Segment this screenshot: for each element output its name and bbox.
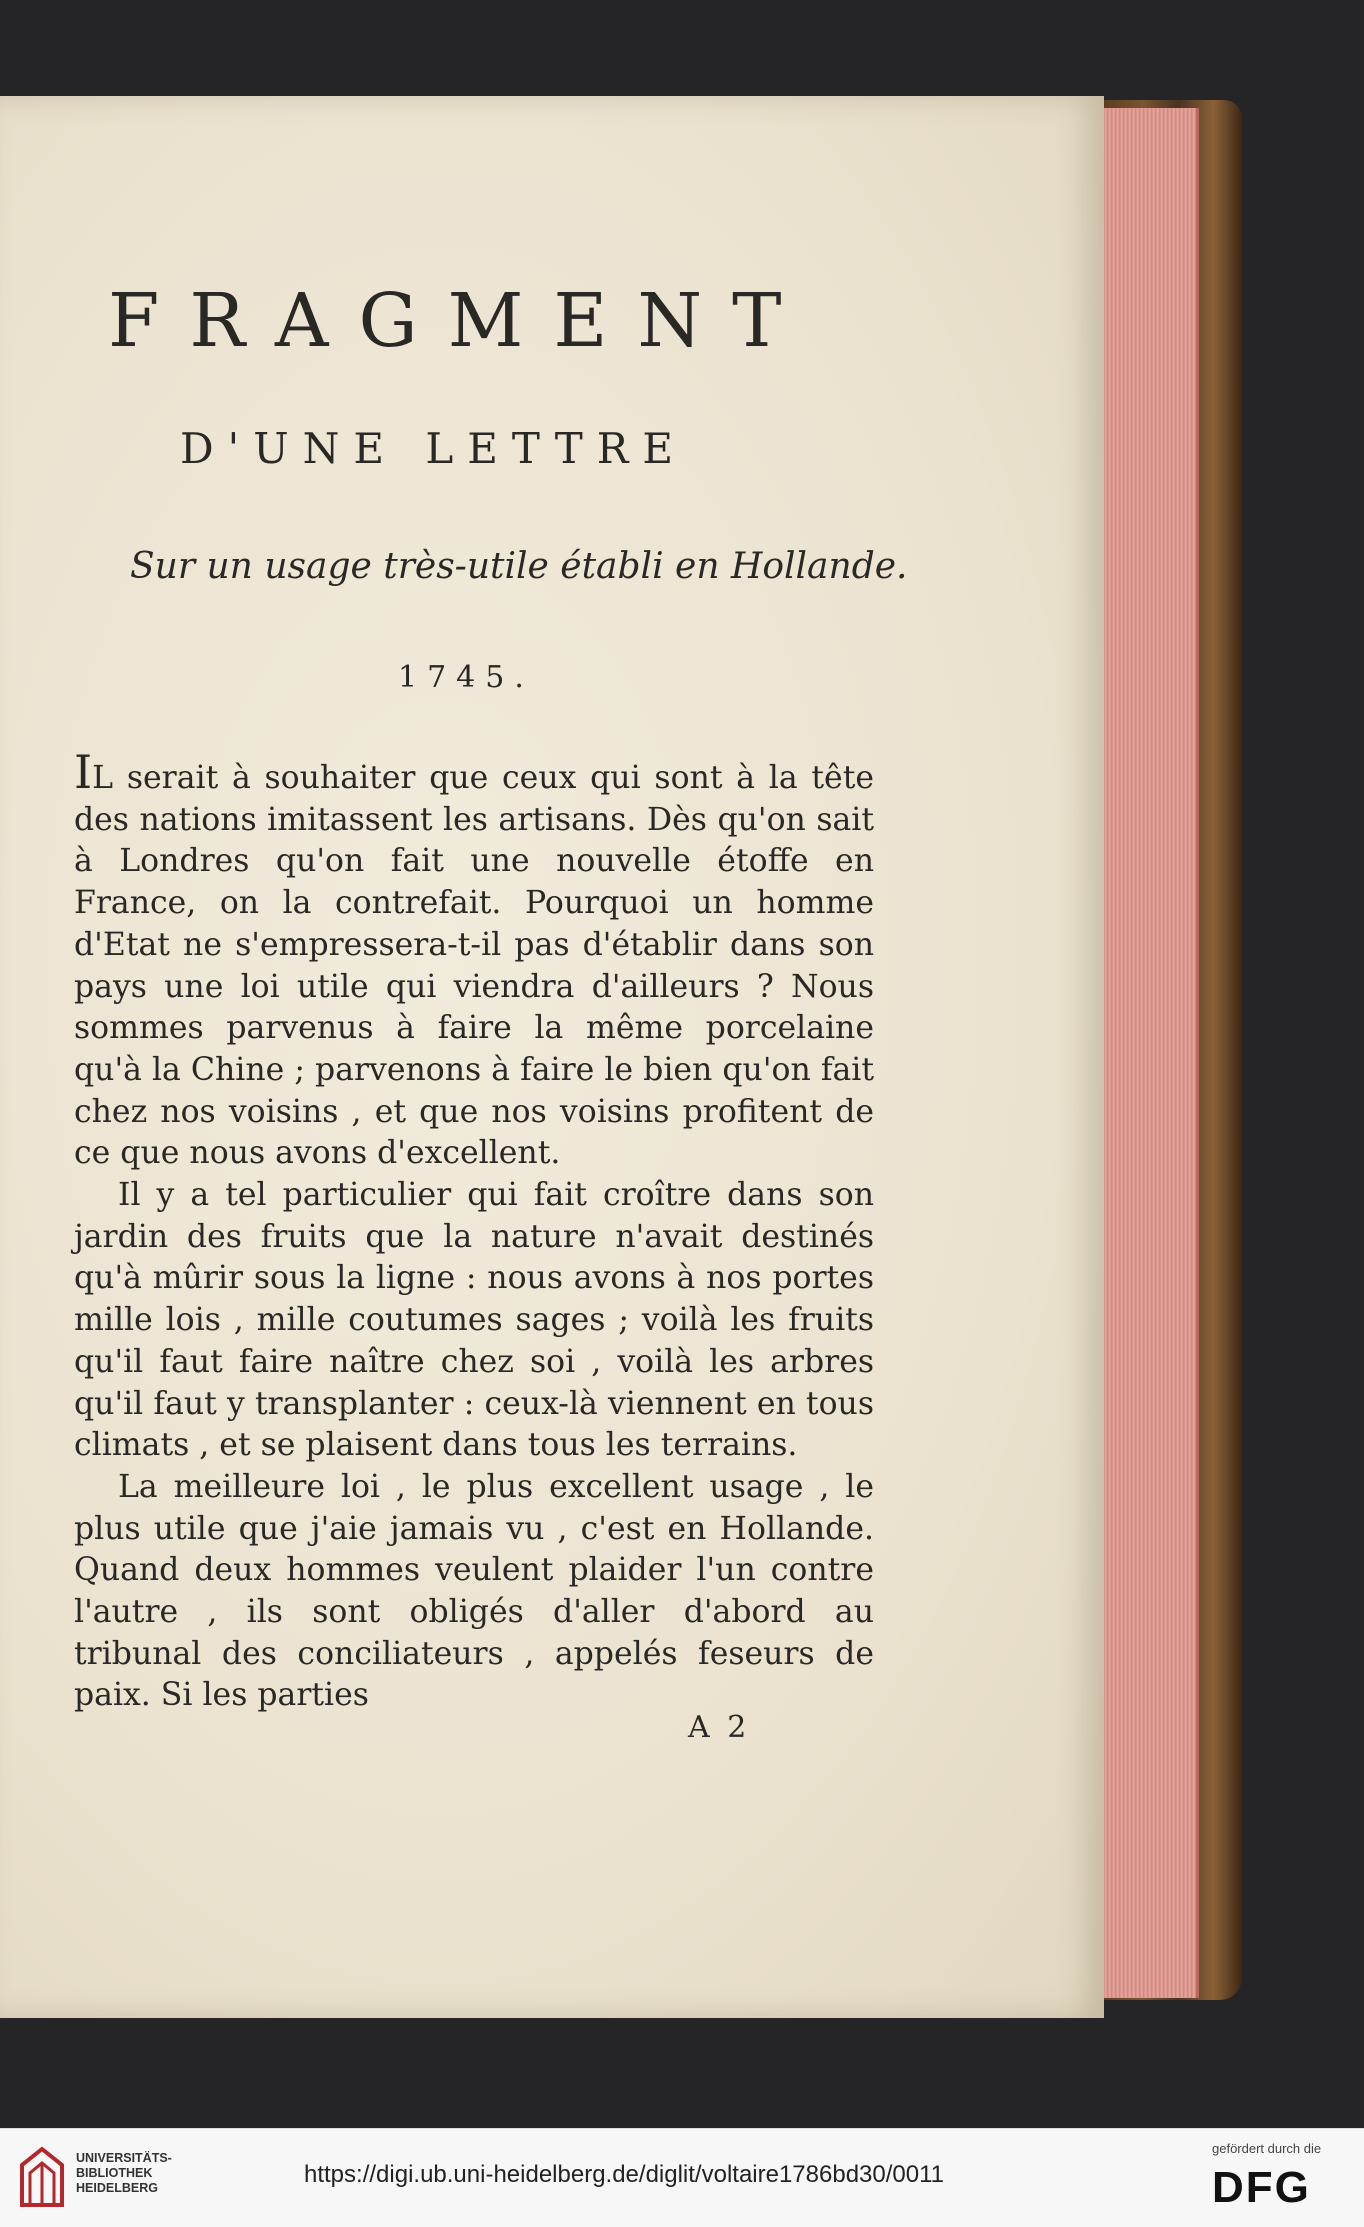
- page-title: FRAGMENT: [108, 278, 812, 364]
- paragraph-1: [74, 745, 874, 1175]
- library-name-line-1: UNIVERSITÄTS-: [76, 2151, 172, 2165]
- library-logo-icon: [16, 2145, 68, 2211]
- paragraph-2: Il y a tel particulier qui fait croître dans son jardin des fruits que la nature n'avait destinés qu'à mûrir sous la ligne : nous avons à nos portes mille lois , mille coutumes sages ; voilà les fruits qu'il faut faire naître chez soi , voilà les arbres qu'il faut y transplanter : ceux-là viennent en tous climats , et se plaisent dans tous les terrains.: [74, 1177, 874, 1464]
- dfg-logo: DFG: [1212, 2163, 1311, 2212]
- drop-cap: I: [74, 745, 93, 799]
- signature-mark: A 2: [688, 1710, 751, 1745]
- permalink-url[interactable]: https://digi.ub.uni-heidelberg.de/diglit/voltaire1786bd30/0011: [304, 2161, 945, 2188]
- footer-bar: [0, 2128, 1364, 2227]
- paragraph-3: La meilleure loi , le plus excellent usage , le plus utile que j'aie jamais vu , c'est en Hollande. Quand deux hommes veulent plaider l'un contre l'autre , ils sont obligés d'aller d'abord au tribunal des conciliateurs , appelés feseurs de paix. Si les parties: [74, 1468, 874, 1714]
- library-name-line-3: HEIDELBERG: [76, 2181, 158, 2195]
- library-name: [76, 2151, 226, 2196]
- page-subtitle: D'UNE LETTRE: [180, 424, 688, 473]
- funder-note: gefördert durch die: [1212, 2141, 1322, 2156]
- body-text: [74, 745, 874, 1717]
- library-name-line-2: BIBLIOTHEK: [76, 2166, 153, 2180]
- page-tagline: Sur un usage très-utile établi en Hollande.: [130, 546, 908, 587]
- page-year: 1745.: [398, 660, 534, 695]
- page-edges: [1096, 108, 1199, 1998]
- paragraph-1-text: L serait à souhaiter que ceux qui sont à la tête des nations imitassent les artisans. Dès qu'on sait à Londres qu'on fait une nouvelle étoffe en France, on la contrefait. Pourquoi un homme d'Etat ne s'empressera-t-il pas d'établir dans son pays une loi utile qui viendra d'ailleurs ? Nous sommes parvenus à faire la même porcelaine qu'à la Chine ; parvenons à faire le bien qu'on fait chez nos voisins , et que nos voisins profitent de ce que nous avons d'excellent.: [74, 760, 874, 1172]
